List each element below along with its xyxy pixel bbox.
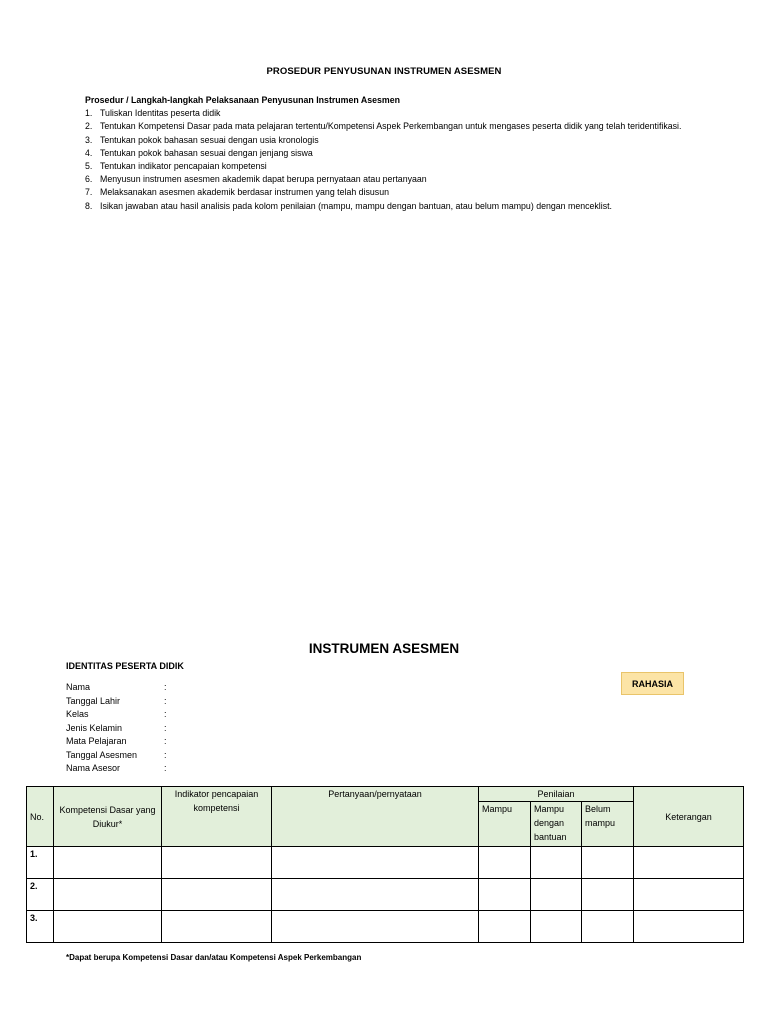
field-label: Jenis Kelamin	[66, 722, 123, 733]
identity-field-kelas	[66, 708, 174, 722]
identity-field-jenis-kelamin	[66, 722, 174, 736]
step-number: 3.	[85, 134, 93, 145]
identity-field-tanggal-asesmen	[66, 749, 174, 763]
procedure-step	[85, 120, 725, 133]
identity-field-tanggal-lahir	[66, 695, 174, 709]
identity-field-nama-asesor	[66, 762, 174, 776]
step-text: Tentukan indikator pencapaian kompetensi	[100, 161, 267, 172]
header-mampu: Mampu	[479, 802, 531, 847]
procedure-step	[85, 147, 725, 160]
cell-belum-mampu[interactable]	[582, 911, 634, 943]
step-text: Tentukan Kompetensi Dasar pada mata pelajaran tertentu/Kompetensi Aspek Perkembangan untuk mengases peserta didik yang telah teridentifikasi.	[100, 121, 682, 132]
procedure-step	[85, 134, 725, 147]
procedure-heading: Prosedur / Langkah-langkah Pelaksanaan Penyusunan Instrumen Asesmen	[85, 95, 400, 105]
step-text: Tuliskan Identitas peserta didik	[100, 108, 221, 119]
header-mampu-bantuan: Mampu dengan bantuan	[531, 802, 582, 847]
cell-mampu[interactable]	[479, 911, 531, 943]
field-label: Mata Pelajaran	[66, 736, 127, 746]
cell-pertanyaan[interactable]	[272, 911, 479, 943]
procedure-step	[85, 173, 725, 186]
header-penilaian: Penilaian	[479, 787, 634, 802]
field-label: Nama Asesor	[66, 763, 121, 773]
step-text: Melaksanakan asesmen akademik berdasar instrumen yang telah disusun	[100, 187, 389, 198]
header-indikator: Indikator pencapaian kompetensi	[162, 787, 272, 847]
cell-keterangan[interactable]	[634, 847, 744, 879]
cell-indikator[interactable]	[162, 911, 272, 943]
cell-belum-mampu[interactable]	[582, 847, 634, 879]
assessment-table	[26, 786, 744, 943]
row-number: 1.	[27, 847, 54, 879]
step-number: 6.	[85, 174, 93, 185]
cell-belum-mampu[interactable]	[582, 879, 634, 911]
procedure-step	[85, 107, 725, 120]
cell-indikator[interactable]	[162, 847, 272, 879]
procedure-steps	[85, 107, 725, 213]
step-text: Menyusun instrumen asesmen akademik dapat berupa pernyataan atau pertanyaan	[100, 174, 427, 185]
cell-mampu-bantuan[interactable]	[531, 911, 582, 943]
field-label: Tanggal Lahir	[66, 695, 121, 706]
cell-kompetensi[interactable]	[54, 879, 162, 911]
cell-pertanyaan[interactable]	[272, 847, 479, 879]
identity-heading: IDENTITAS PESERTA DIDIK	[66, 661, 184, 671]
cell-keterangan[interactable]	[634, 879, 744, 911]
header-kompetensi: Kompetensi Dasar yang Diukur*	[54, 787, 162, 847]
table-row	[27, 847, 744, 879]
header-no: No.	[27, 787, 54, 847]
step-number: 8.	[85, 200, 93, 211]
procedure-section	[85, 94, 725, 213]
header-pertanyaan: Pertanyaan/pernyataan	[272, 787, 479, 847]
cell-pertanyaan[interactable]	[272, 879, 479, 911]
instrument-title: INSTRUMEN ASESMEN	[308, 641, 460, 656]
table-row	[27, 879, 744, 911]
confidential-badge: RAHASIA	[621, 672, 684, 695]
field-label: Nama	[66, 682, 91, 692]
cell-indikator[interactable]	[162, 879, 272, 911]
field-colon: :	[164, 682, 167, 692]
cell-mampu-bantuan[interactable]	[531, 847, 582, 879]
field-colon: :	[164, 749, 167, 760]
cell-mampu[interactable]	[479, 847, 531, 879]
identity-field-nama	[66, 681, 174, 695]
cell-mampu[interactable]	[479, 879, 531, 911]
identity-field-mata-pelajaran	[66, 735, 174, 749]
field-colon: :	[164, 722, 167, 733]
procedure-step	[85, 200, 725, 213]
step-number: 7.	[85, 187, 93, 198]
footnote: *Dapat berupa Kompetensi Dasar dan/atau Kompetensi Aspek Perkembangan	[66, 953, 362, 962]
procedure-step	[85, 186, 725, 199]
table-row	[27, 911, 744, 943]
header-belum-mampu: Belum mampu	[582, 802, 634, 847]
step-number: 4.	[85, 147, 93, 158]
field-colon: :	[164, 709, 167, 719]
cell-mampu-bantuan[interactable]	[531, 879, 582, 911]
procedure-step	[85, 160, 725, 173]
document-title: PROSEDUR PENYUSUNAN INSTRUMEN ASESMEN	[266, 66, 502, 77]
step-text: Isikan jawaban atau hasil analisis pada kolom penilaian (mampu, mampu dengan bantuan, atau belum mampu) dengan menceklist.	[100, 200, 612, 211]
field-label: Kelas	[66, 709, 89, 719]
identity-fields	[66, 681, 174, 776]
field-label: Tanggal Asesmen	[66, 749, 138, 760]
step-number: 2.	[85, 121, 93, 132]
field-colon: :	[164, 695, 167, 706]
header-keterangan: Keterangan	[634, 787, 744, 847]
cell-kompetensi[interactable]	[54, 847, 162, 879]
step-number: 1.	[85, 108, 93, 119]
cell-kompetensi[interactable]	[54, 911, 162, 943]
row-number: 3.	[27, 911, 54, 943]
row-number: 2.	[27, 879, 54, 911]
step-text: Tentukan pokok bahasan sesuai dengan jenjang siswa	[100, 147, 313, 158]
field-colon: :	[164, 736, 167, 746]
step-number: 5.	[85, 161, 93, 172]
field-colon: :	[164, 763, 167, 773]
step-text: Tentukan pokok bahasan sesuai dengan usia kronologis	[100, 134, 319, 145]
cell-keterangan[interactable]	[634, 911, 744, 943]
